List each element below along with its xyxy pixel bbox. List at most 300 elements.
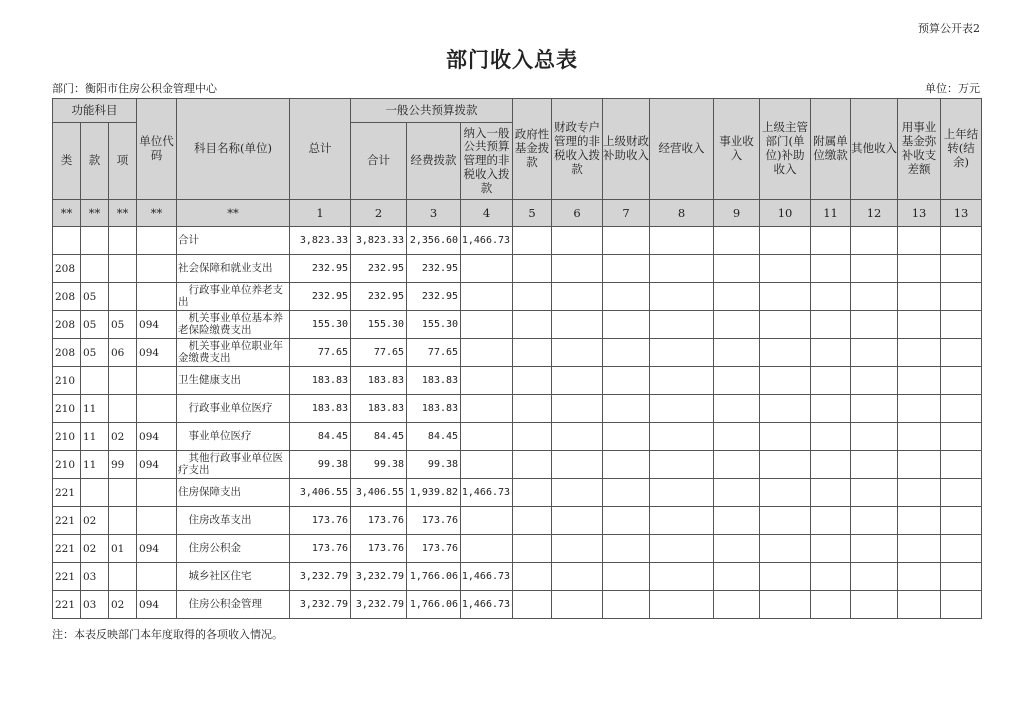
empty-cell	[941, 423, 982, 451]
special-account-header: 财政专户管理的非税收入拨款	[552, 99, 603, 200]
empty-cell	[898, 563, 941, 591]
total-cell: 3,232.79	[290, 591, 351, 619]
empty-cell	[603, 563, 650, 591]
empty-cell	[851, 591, 898, 619]
empty-cell	[760, 255, 811, 283]
total-cell: 99.38	[290, 451, 351, 479]
total-cell: 3,406.55	[290, 479, 351, 507]
empty-cell	[650, 283, 714, 311]
table-row	[53, 591, 982, 619]
xiang-header: 项	[109, 123, 137, 200]
subject-name-cell: 社会保障和就业支出	[177, 255, 290, 283]
nontax-cell	[461, 507, 513, 535]
index-cell: **	[53, 200, 81, 227]
empty-cell	[811, 451, 851, 479]
lei-cell: 221	[53, 535, 81, 563]
empty-cell	[941, 591, 982, 619]
lei-cell: 221	[53, 563, 81, 591]
index-cell: 2	[351, 200, 407, 227]
subject-name-header: 科目名称(单位)	[177, 99, 290, 200]
empty-cell	[603, 367, 650, 395]
empty-cell	[650, 507, 714, 535]
lei-cell: 221	[53, 479, 81, 507]
empty-cell	[650, 367, 714, 395]
empty-cell	[898, 311, 941, 339]
nontax-cell	[461, 451, 513, 479]
empty-cell	[760, 507, 811, 535]
subject-name-cell: 住房公积金管理	[177, 591, 290, 619]
empty-cell	[552, 339, 603, 367]
empty-cell	[714, 507, 760, 535]
xiang-cell: 99	[109, 451, 137, 479]
empty-cell	[603, 395, 650, 423]
subtotal-header: 合计	[351, 123, 407, 200]
empty-cell	[811, 395, 851, 423]
nontax-header: 纳入一般公共预算管理的非税收入拨款	[461, 123, 513, 200]
index-cell: **	[137, 200, 177, 227]
empty-cell	[851, 507, 898, 535]
empty-cell	[714, 535, 760, 563]
empty-cell	[941, 479, 982, 507]
empty-cell	[760, 591, 811, 619]
index-cell: **	[177, 200, 290, 227]
lei-cell: 208	[53, 283, 81, 311]
empty-cell	[811, 311, 851, 339]
table-row	[53, 507, 982, 535]
total-cell: 173.76	[290, 535, 351, 563]
empty-cell	[603, 423, 650, 451]
subtotal-cell: 183.83	[351, 395, 407, 423]
empty-cell	[650, 563, 714, 591]
lei-header: 类	[53, 123, 81, 200]
operating-income-header: 经营收入	[650, 99, 714, 200]
empty-cell	[513, 339, 552, 367]
empty-cell	[513, 563, 552, 591]
empty-cell	[603, 255, 650, 283]
empty-cell	[760, 423, 811, 451]
xiang-cell	[109, 479, 137, 507]
funding-cell: 77.65	[407, 339, 461, 367]
nontax-cell	[461, 283, 513, 311]
empty-cell	[760, 227, 811, 255]
empty-cell	[552, 227, 603, 255]
empty-cell	[898, 283, 941, 311]
empty-cell	[513, 255, 552, 283]
subtotal-cell: 3,232.79	[351, 563, 407, 591]
subject-name-cell: 机关事业单位基本养老保险缴费支出	[177, 311, 290, 339]
empty-cell	[851, 451, 898, 479]
subtotal-cell: 77.65	[351, 339, 407, 367]
table-row	[53, 339, 982, 367]
empty-cell	[941, 311, 982, 339]
lei-cell: 221	[53, 591, 81, 619]
lei-cell: 208	[53, 311, 81, 339]
empty-cell	[714, 451, 760, 479]
kuan-cell: 05	[81, 283, 109, 311]
table-row	[53, 563, 982, 591]
empty-cell	[811, 227, 851, 255]
unit-code-cell: 094	[137, 535, 177, 563]
empty-cell	[941, 283, 982, 311]
empty-cell	[603, 311, 650, 339]
table-number-label: 预算公开表2	[918, 22, 980, 35]
empty-cell	[898, 535, 941, 563]
empty-cell	[714, 563, 760, 591]
xiang-cell: 01	[109, 535, 137, 563]
funding-cell: 173.76	[407, 507, 461, 535]
lei-cell: 221	[53, 507, 81, 535]
empty-cell	[552, 395, 603, 423]
unit-code-cell	[137, 563, 177, 591]
empty-cell	[941, 563, 982, 591]
subject-name-cell: 合计	[177, 227, 290, 255]
total-cell: 84.45	[290, 423, 351, 451]
xiang-cell	[109, 367, 137, 395]
subtotal-cell: 173.76	[351, 535, 407, 563]
subject-name-cell: 住房公积金	[177, 535, 290, 563]
footnote: 注：本表反映部门本年度取得的各项收入情况。	[52, 628, 283, 641]
table-row	[53, 479, 982, 507]
empty-cell	[650, 535, 714, 563]
funding-cell: 84.45	[407, 423, 461, 451]
lei-cell: 210	[53, 367, 81, 395]
empty-cell	[941, 367, 982, 395]
unit-label: 单位：万元	[925, 82, 980, 95]
empty-cell	[941, 395, 982, 423]
empty-cell	[760, 283, 811, 311]
xiang-cell	[109, 507, 137, 535]
index-cell: **	[81, 200, 109, 227]
funding-cell: 2,356.60	[407, 227, 461, 255]
total-cell: 3,232.79	[290, 563, 351, 591]
nontax-cell: 1,466.73	[461, 591, 513, 619]
table-row	[53, 423, 982, 451]
empty-cell	[851, 479, 898, 507]
empty-cell	[760, 535, 811, 563]
nontax-cell	[461, 395, 513, 423]
nontax-cell	[461, 311, 513, 339]
table-row	[53, 311, 982, 339]
superior-finance-header: 上级财政补助收入	[603, 99, 650, 200]
general-budget-header: 一般公共预算拨款	[351, 99, 513, 123]
empty-cell	[760, 311, 811, 339]
empty-cell	[603, 535, 650, 563]
empty-cell	[650, 311, 714, 339]
kuan-cell: 11	[81, 395, 109, 423]
funding-cell: 1,766.06	[407, 563, 461, 591]
empty-cell	[851, 339, 898, 367]
nontax-cell	[461, 535, 513, 563]
table-row	[53, 451, 982, 479]
subtotal-cell: 183.83	[351, 367, 407, 395]
empty-cell	[811, 507, 851, 535]
empty-cell	[760, 367, 811, 395]
empty-cell	[714, 395, 760, 423]
xiang-cell	[109, 283, 137, 311]
table-row	[53, 367, 982, 395]
empty-cell	[513, 479, 552, 507]
empty-cell	[650, 479, 714, 507]
index-cell: 4	[461, 200, 513, 227]
xiang-cell: 02	[109, 591, 137, 619]
nontax-cell	[461, 339, 513, 367]
empty-cell	[650, 423, 714, 451]
funding-cell: 99.38	[407, 451, 461, 479]
table-row	[53, 255, 982, 283]
empty-cell	[552, 591, 603, 619]
empty-cell	[552, 283, 603, 311]
xiang-cell: 06	[109, 339, 137, 367]
lei-cell: 210	[53, 395, 81, 423]
total-cell: 183.83	[290, 367, 351, 395]
funding-cell: 155.30	[407, 311, 461, 339]
empty-cell	[552, 479, 603, 507]
empty-cell	[603, 227, 650, 255]
empty-cell	[898, 451, 941, 479]
header-row-top	[53, 99, 982, 123]
empty-cell	[811, 535, 851, 563]
nontax-cell	[461, 367, 513, 395]
empty-cell	[650, 451, 714, 479]
empty-cell	[941, 535, 982, 563]
empty-cell	[513, 507, 552, 535]
subject-name-cell: 其他行政事业单位医疗支出	[177, 451, 290, 479]
unit-code-cell: 094	[137, 311, 177, 339]
kuan-cell	[81, 367, 109, 395]
nontax-cell: 1,466.73	[461, 563, 513, 591]
kuan-cell: 02	[81, 535, 109, 563]
subject-name-cell: 卫生健康支出	[177, 367, 290, 395]
empty-cell	[941, 507, 982, 535]
lei-cell	[53, 227, 81, 255]
department-label: 部门：衡阳市住房公积金管理中心	[52, 82, 217, 95]
empty-cell	[603, 479, 650, 507]
empty-cell	[714, 311, 760, 339]
nontax-cell	[461, 423, 513, 451]
func-subject-header: 功能科目	[53, 99, 137, 123]
subject-name-cell: 城乡社区住宅	[177, 563, 290, 591]
index-cell: 6	[552, 200, 603, 227]
xiang-cell	[109, 255, 137, 283]
superior-dept-header: 上级主管部门(单位)补助收入	[760, 99, 811, 200]
empty-cell	[552, 507, 603, 535]
empty-cell	[513, 535, 552, 563]
index-cell: 11	[811, 200, 851, 227]
empty-cell	[898, 591, 941, 619]
index-cell: 13	[898, 200, 941, 227]
empty-cell	[714, 591, 760, 619]
empty-cell	[898, 423, 941, 451]
table-body	[53, 227, 982, 619]
subject-name-cell: 机关事业单位职业年金缴费支出	[177, 339, 290, 367]
empty-cell	[513, 451, 552, 479]
empty-cell	[811, 255, 851, 283]
kuan-cell: 05	[81, 339, 109, 367]
index-cell: 12	[851, 200, 898, 227]
xiang-cell	[109, 395, 137, 423]
table-row	[53, 283, 982, 311]
nontax-cell: 1,466.73	[461, 227, 513, 255]
kuan-header: 款	[81, 123, 109, 200]
total-header: 总计	[290, 99, 351, 200]
subject-name-cell: 行政事业单位养老支出	[177, 283, 290, 311]
lei-cell: 210	[53, 423, 81, 451]
empty-cell	[603, 283, 650, 311]
fund-makeup-header: 用事业基金弥补收支差额	[898, 99, 941, 200]
empty-cell	[851, 535, 898, 563]
empty-cell	[714, 255, 760, 283]
unit-code-cell	[137, 395, 177, 423]
empty-cell	[851, 367, 898, 395]
subtotal-cell: 3,823.33	[351, 227, 407, 255]
empty-cell	[760, 451, 811, 479]
empty-cell	[552, 563, 603, 591]
nontax-cell	[461, 255, 513, 283]
empty-cell	[941, 451, 982, 479]
empty-cell	[650, 227, 714, 255]
empty-cell	[552, 311, 603, 339]
total-cell: 77.65	[290, 339, 351, 367]
lei-cell: 210	[53, 451, 81, 479]
index-cell: **	[109, 200, 137, 227]
empty-cell	[714, 227, 760, 255]
index-cell: 8	[650, 200, 714, 227]
empty-cell	[811, 479, 851, 507]
empty-cell	[714, 423, 760, 451]
kuan-cell: 11	[81, 451, 109, 479]
empty-cell	[513, 423, 552, 451]
empty-cell	[760, 339, 811, 367]
kuan-cell: 02	[81, 507, 109, 535]
total-cell: 155.30	[290, 311, 351, 339]
empty-cell	[898, 367, 941, 395]
unit-code-cell	[137, 227, 177, 255]
subtotal-cell: 155.30	[351, 311, 407, 339]
index-cell: 7	[603, 200, 650, 227]
kuan-cell	[81, 479, 109, 507]
funding-cell: 183.83	[407, 367, 461, 395]
empty-cell	[650, 591, 714, 619]
empty-cell	[898, 227, 941, 255]
empty-cell	[603, 591, 650, 619]
empty-cell	[714, 339, 760, 367]
empty-cell	[851, 395, 898, 423]
empty-cell	[851, 563, 898, 591]
income-summary-table	[52, 98, 982, 619]
lei-cell: 208	[53, 339, 81, 367]
page-title: 部门收入总表	[446, 47, 578, 72]
empty-cell	[513, 395, 552, 423]
empty-cell	[851, 255, 898, 283]
index-cell: 3	[407, 200, 461, 227]
empty-cell	[941, 255, 982, 283]
empty-cell	[898, 339, 941, 367]
total-cell: 3,823.33	[290, 227, 351, 255]
empty-cell	[650, 255, 714, 283]
empty-cell	[513, 227, 552, 255]
subtotal-cell: 84.45	[351, 423, 407, 451]
gov-fund-header: 政府性基金拨款	[513, 99, 552, 200]
unit-code-cell: 094	[137, 423, 177, 451]
empty-cell	[898, 255, 941, 283]
kuan-cell: 03	[81, 591, 109, 619]
empty-cell	[552, 367, 603, 395]
unit-code-cell	[137, 507, 177, 535]
index-cell: 5	[513, 200, 552, 227]
affiliated-unit-header: 附属单位缴款	[811, 99, 851, 200]
xiang-cell: 02	[109, 423, 137, 451]
empty-cell	[714, 479, 760, 507]
unit-code-cell	[137, 283, 177, 311]
empty-cell	[898, 395, 941, 423]
business-income-header: 事业收入	[714, 99, 760, 200]
lei-cell: 208	[53, 255, 81, 283]
empty-cell	[513, 591, 552, 619]
empty-cell	[898, 479, 941, 507]
empty-cell	[513, 311, 552, 339]
kuan-cell: 03	[81, 563, 109, 591]
nontax-cell: 1,466.73	[461, 479, 513, 507]
empty-cell	[650, 395, 714, 423]
unit-code-cell	[137, 367, 177, 395]
subject-name-cell: 住房保障支出	[177, 479, 290, 507]
funding-cell: 232.95	[407, 283, 461, 311]
empty-cell	[941, 227, 982, 255]
empty-cell	[603, 339, 650, 367]
index-cell: 9	[714, 200, 760, 227]
empty-cell	[811, 423, 851, 451]
funding-cell: 1,766.06	[407, 591, 461, 619]
empty-cell	[898, 507, 941, 535]
subtotal-cell: 3,232.79	[351, 591, 407, 619]
empty-cell	[811, 283, 851, 311]
unit-code-cell	[137, 255, 177, 283]
unit-code-cell: 094	[137, 451, 177, 479]
unit-code-cell: 094	[137, 591, 177, 619]
empty-cell	[811, 591, 851, 619]
total-cell: 232.95	[290, 255, 351, 283]
empty-cell	[513, 283, 552, 311]
empty-cell	[552, 255, 603, 283]
empty-cell	[714, 283, 760, 311]
xiang-cell: 05	[109, 311, 137, 339]
empty-cell	[552, 535, 603, 563]
total-cell: 173.76	[290, 507, 351, 535]
table-row	[53, 535, 982, 563]
index-cell: 13	[941, 200, 982, 227]
funding-header: 经费拨款	[407, 123, 461, 200]
subtotal-cell: 232.95	[351, 255, 407, 283]
empty-cell	[851, 283, 898, 311]
empty-cell	[811, 339, 851, 367]
empty-cell	[513, 367, 552, 395]
subtotal-cell: 99.38	[351, 451, 407, 479]
empty-cell	[714, 367, 760, 395]
empty-cell	[760, 563, 811, 591]
empty-cell	[760, 395, 811, 423]
kuan-cell	[81, 255, 109, 283]
subtotal-cell: 3,406.55	[351, 479, 407, 507]
index-cell: 1	[290, 200, 351, 227]
index-cell: 10	[760, 200, 811, 227]
empty-cell	[811, 367, 851, 395]
xiang-cell	[109, 227, 137, 255]
empty-cell	[552, 423, 603, 451]
other-income-header: 其他收入	[851, 99, 898, 200]
empty-cell	[650, 339, 714, 367]
unit-code-header: 单位代码	[137, 99, 177, 200]
empty-cell	[760, 479, 811, 507]
